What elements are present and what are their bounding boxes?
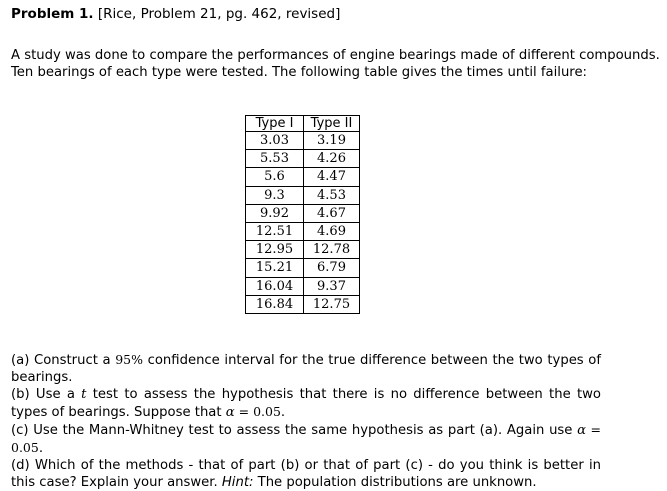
table-row <box>246 259 360 277</box>
type-2-cell: 12.75 <box>304 295 360 313</box>
header-type-1: Type I <box>246 116 304 132</box>
table-row <box>246 295 360 313</box>
question-b <box>11 386 601 421</box>
table-row <box>246 168 360 186</box>
question-d <box>11 457 601 491</box>
hint-label: Hint: <box>221 475 254 490</box>
alpha-value: = 0.05 <box>234 404 281 419</box>
type-2-cell: 4.67 <box>304 204 360 222</box>
type-2-cell: 6.79 <box>304 259 360 277</box>
type-1-cell: 12.95 <box>246 241 304 259</box>
problem-title <box>11 6 340 23</box>
table-header-row <box>246 116 360 132</box>
alpha-symbol: α <box>577 423 587 438</box>
questions-section <box>11 351 601 491</box>
type-1-cell: 5.6 <box>246 168 304 186</box>
question-a-text-end: confidence interval for the true difference between the two types of bearings. <box>11 353 602 385</box>
type-1-cell: 16.84 <box>246 295 304 313</box>
problem-label: Problem 1. <box>11 6 94 22</box>
type-2-cell: 3.19 <box>304 132 360 150</box>
question-a <box>11 351 601 386</box>
intro-line-2: Ten bearings of each type were tested. The following table gives the times until failure: <box>11 65 587 80</box>
type-1-cell: 15.21 <box>246 259 304 277</box>
question-d-text-start: (d) Which of the methods - that of part (b) or that of part (c) - do you think is better in this case? Explain your answer. <box>11 458 601 490</box>
question-b-text-end: . <box>280 405 286 420</box>
header-type-2: Type II <box>304 116 360 132</box>
type-2-cell: 4.47 <box>304 168 360 186</box>
alpha-value: = 0.05 <box>11 422 601 455</box>
table-row <box>246 132 360 150</box>
type-2-cell: 4.26 <box>304 150 360 168</box>
question-c <box>11 421 601 457</box>
confidence-percent: 95% <box>115 352 143 367</box>
table-row <box>246 204 360 222</box>
failure-times-table-container <box>245 115 360 314</box>
table-row <box>246 222 360 240</box>
question-c-text-start: (c) Use the Mann-Whitney test to assess the same hypothesis as part (a). Again use <box>11 423 578 438</box>
type-2-cell: 9.37 <box>304 277 360 295</box>
type-1-cell: 3.03 <box>246 132 304 150</box>
question-c-text-end: . <box>38 441 44 456</box>
question-d-text-end: The population distributions are unknown. <box>253 475 537 490</box>
t-variable: t <box>81 387 87 402</box>
failure-times-table <box>245 115 360 314</box>
type-2-cell: 4.69 <box>304 222 360 240</box>
table-row <box>246 150 360 168</box>
question-a-text-start: (a) Construct a <box>11 353 116 368</box>
type-2-cell: 12.78 <box>304 241 360 259</box>
question-b-text-middle: test to assess the hypothesis that there is no difference between the two types of bearings. Suppose that <box>11 387 601 420</box>
table-row <box>246 277 360 295</box>
table-row <box>246 241 360 259</box>
table-row <box>246 186 360 204</box>
intro-line-1: A study was done to compare the performances of engine bearings made of different compounds. <box>11 48 660 63</box>
type-1-cell: 16.04 <box>246 277 304 295</box>
type-1-cell: 9.3 <box>246 186 304 204</box>
type-1-cell: 5.53 <box>246 150 304 168</box>
alpha-symbol: α <box>225 405 235 420</box>
type-1-cell: 9.92 <box>246 204 304 222</box>
type-1-cell: 12.51 <box>246 222 304 240</box>
type-2-cell: 4.53 <box>304 186 360 204</box>
question-b-text-start: (b) Use a <box>11 387 82 402</box>
problem-source: [Rice, Problem 21, pg. 462, revised] <box>97 6 341 22</box>
intro-paragraph <box>11 47 661 81</box>
